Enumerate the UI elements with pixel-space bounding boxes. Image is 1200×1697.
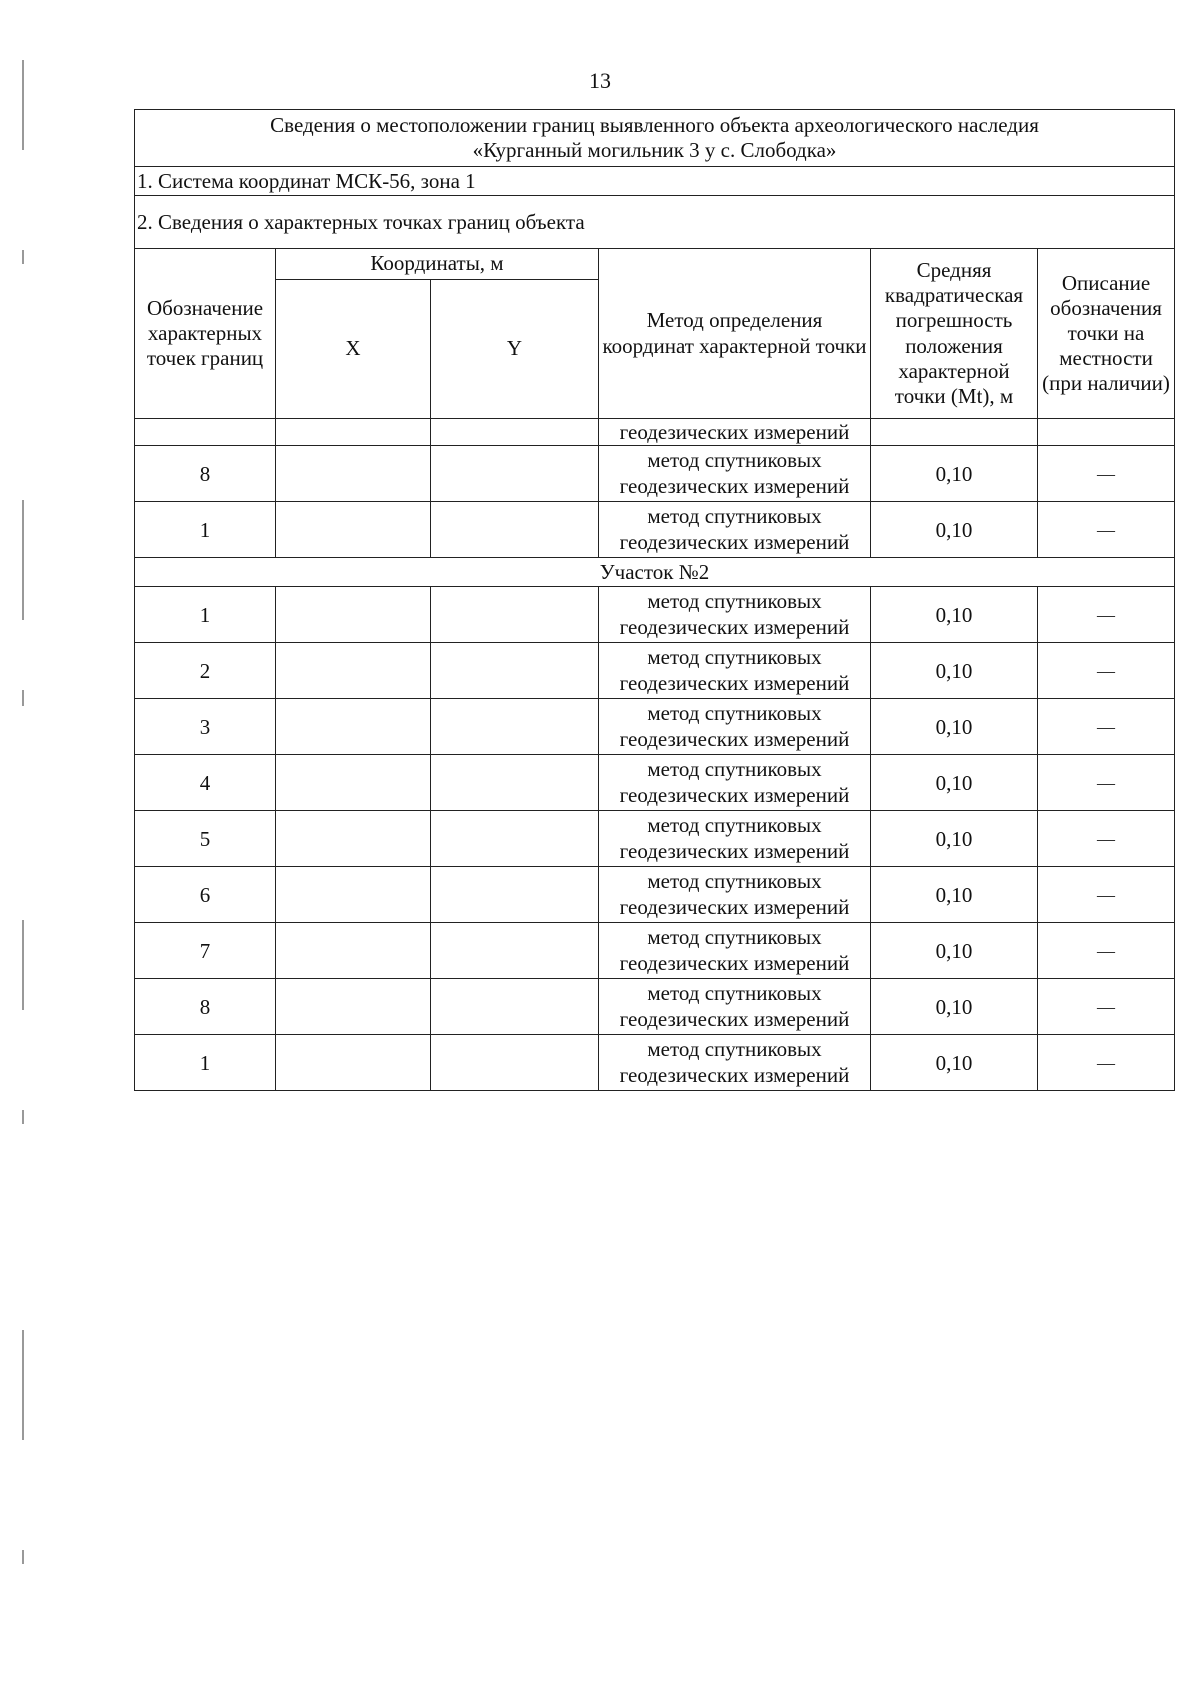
cell-y [431, 923, 599, 979]
method-line-2: геодезических измерений [619, 726, 850, 751]
cell-point [135, 419, 276, 446]
cell-accuracy: 0,10 [871, 587, 1038, 643]
cell-description: — [1038, 867, 1175, 923]
cell-point: 2 [135, 643, 276, 699]
table-row [135, 643, 1175, 699]
cell-accuracy: 0,10 [871, 1035, 1038, 1091]
table-row [135, 755, 1175, 811]
cell-method [599, 923, 871, 979]
cell-y [431, 502, 599, 558]
cell-x [276, 587, 431, 643]
cell-x [276, 446, 431, 502]
continuation-method: геодезических измерений [599, 419, 871, 446]
header-description: Описание обозначения точки на местности (при наличии) [1038, 249, 1175, 419]
scan-edge-marks [22, 40, 24, 1640]
cell-point: 7 [135, 923, 276, 979]
cell-accuracy: 0,10 [871, 699, 1038, 755]
header-method: Метод определения координат характерной точки [599, 249, 871, 419]
cell-x [276, 643, 431, 699]
cell-x [276, 811, 431, 867]
cell-accuracy: 0,10 [871, 811, 1038, 867]
method-line-1: метод спутниковых [647, 869, 822, 894]
cell-point: 1 [135, 1035, 276, 1091]
cell-y [431, 419, 599, 446]
cell-x [276, 923, 431, 979]
cell-method [599, 643, 871, 699]
cell-point: 3 [135, 699, 276, 755]
cell-description [1038, 419, 1175, 446]
method-line-2: геодезических измерений [619, 473, 850, 498]
cell-x [276, 419, 431, 446]
cell-description: — [1038, 1035, 1175, 1091]
title-row [135, 110, 1175, 167]
table-row [135, 587, 1175, 643]
cell-method [599, 811, 871, 867]
table-row [135, 502, 1175, 558]
method-line-1: метод спутниковых [647, 504, 822, 529]
method-line-1: метод спутниковых [647, 981, 822, 1006]
method-line-1: метод спутниковых [647, 813, 822, 838]
points-info-row [135, 196, 1175, 249]
cell-accuracy: 0,10 [871, 979, 1038, 1035]
cell-description: — [1038, 587, 1175, 643]
method-line-1: метод спутниковых [647, 757, 822, 782]
title-line-1: Сведения о местоположении границ выявленного объекта археологического наследия [270, 112, 1039, 137]
cell-y [431, 699, 599, 755]
cell-method [599, 979, 871, 1035]
cell-method [599, 502, 871, 558]
cell-description: — [1038, 755, 1175, 811]
header-coordinates: Координаты, м [276, 249, 599, 280]
cell-x [276, 979, 431, 1035]
cell-method [599, 446, 871, 502]
cell-point: 4 [135, 755, 276, 811]
cell-x [276, 699, 431, 755]
cell-x [276, 867, 431, 923]
cell-method [599, 755, 871, 811]
method-line-2: геодезических измерений [619, 950, 850, 975]
cell-accuracy: 0,10 [871, 446, 1038, 502]
cell-description: — [1038, 699, 1175, 755]
cell-method [599, 587, 871, 643]
method-line-1: метод спутниковых [647, 645, 822, 670]
cell-x [276, 502, 431, 558]
cell-point: 1 [135, 587, 276, 643]
method-line-2: геодезических измерений [619, 838, 850, 863]
header-accuracy: Средняя квадратическая погрешность положения характерной точки (Mt), м [871, 249, 1038, 419]
method-line-2: геодезических измерений [619, 529, 850, 554]
boundary-points-table [134, 109, 1175, 1091]
cell-y [431, 643, 599, 699]
cell-accuracy: 0,10 [871, 923, 1038, 979]
cell-description: — [1038, 811, 1175, 867]
cell-accuracy: 0,10 [871, 502, 1038, 558]
cell-method [599, 1035, 871, 1091]
cell-point: 6 [135, 867, 276, 923]
cell-accuracy: 0,10 [871, 867, 1038, 923]
cell-y [431, 867, 599, 923]
section-row [135, 558, 1175, 587]
table-row [135, 446, 1175, 502]
coordinate-system: 1. Система координат МСК-56, зона 1 [135, 167, 1175, 196]
method-line-1: метод спутниковых [647, 925, 822, 950]
table-title [135, 110, 1175, 167]
cell-description: — [1038, 923, 1175, 979]
cell-point: 1 [135, 502, 276, 558]
table-row [135, 811, 1175, 867]
table-row [135, 699, 1175, 755]
points-info: 2. Сведения о характерных точках границ объекта [135, 196, 1175, 249]
cell-method [599, 699, 871, 755]
page-number: 13 [589, 68, 611, 93]
cell-point: 5 [135, 811, 276, 867]
coordinate-system-row [135, 167, 1175, 196]
method-line-2: геодезических измерений [619, 670, 850, 695]
cell-description: — [1038, 979, 1175, 1035]
table-row [135, 1035, 1175, 1091]
header-point-designation: Обозначение характерных точек границ [135, 249, 276, 419]
method-line-2: геодезических измерений [619, 894, 850, 919]
section-title: Участок №2 [135, 558, 1175, 587]
cell-accuracy [871, 419, 1038, 446]
cell-accuracy: 0,10 [871, 643, 1038, 699]
cell-description: — [1038, 446, 1175, 502]
header-y: Y [431, 280, 599, 419]
method-line-1: метод спутниковых [647, 1037, 822, 1062]
cell-y [431, 811, 599, 867]
cell-method [599, 867, 871, 923]
cell-y [431, 1035, 599, 1091]
cell-accuracy: 0,10 [871, 755, 1038, 811]
cell-y [431, 446, 599, 502]
table-row [135, 923, 1175, 979]
table-row [135, 979, 1175, 1035]
method-line-1: метод спутниковых [647, 589, 822, 614]
cell-point: 8 [135, 446, 276, 502]
method-line-1: метод спутниковых [647, 448, 822, 473]
method-line-1: метод спутниковых [647, 701, 822, 726]
method-line-2: геодезических измерений [619, 1062, 850, 1087]
cell-y [431, 587, 599, 643]
cell-x [276, 1035, 431, 1091]
header-x: X [276, 280, 431, 419]
title-line-2: «Курганный могильник 3 у с. Слободка» [472, 138, 837, 162]
header-row-top [135, 249, 1175, 280]
cell-y [431, 755, 599, 811]
cell-description: — [1038, 502, 1175, 558]
cell-point: 8 [135, 979, 276, 1035]
method-line-2: геодезических измерений [619, 614, 850, 639]
method-line-2: геодезических измерений [619, 1006, 850, 1031]
table-row [135, 867, 1175, 923]
cell-description: — [1038, 643, 1175, 699]
continuation-row [135, 419, 1175, 446]
method-line-2: геодезических измерений [619, 782, 850, 807]
cell-x [276, 755, 431, 811]
cell-y [431, 979, 599, 1035]
